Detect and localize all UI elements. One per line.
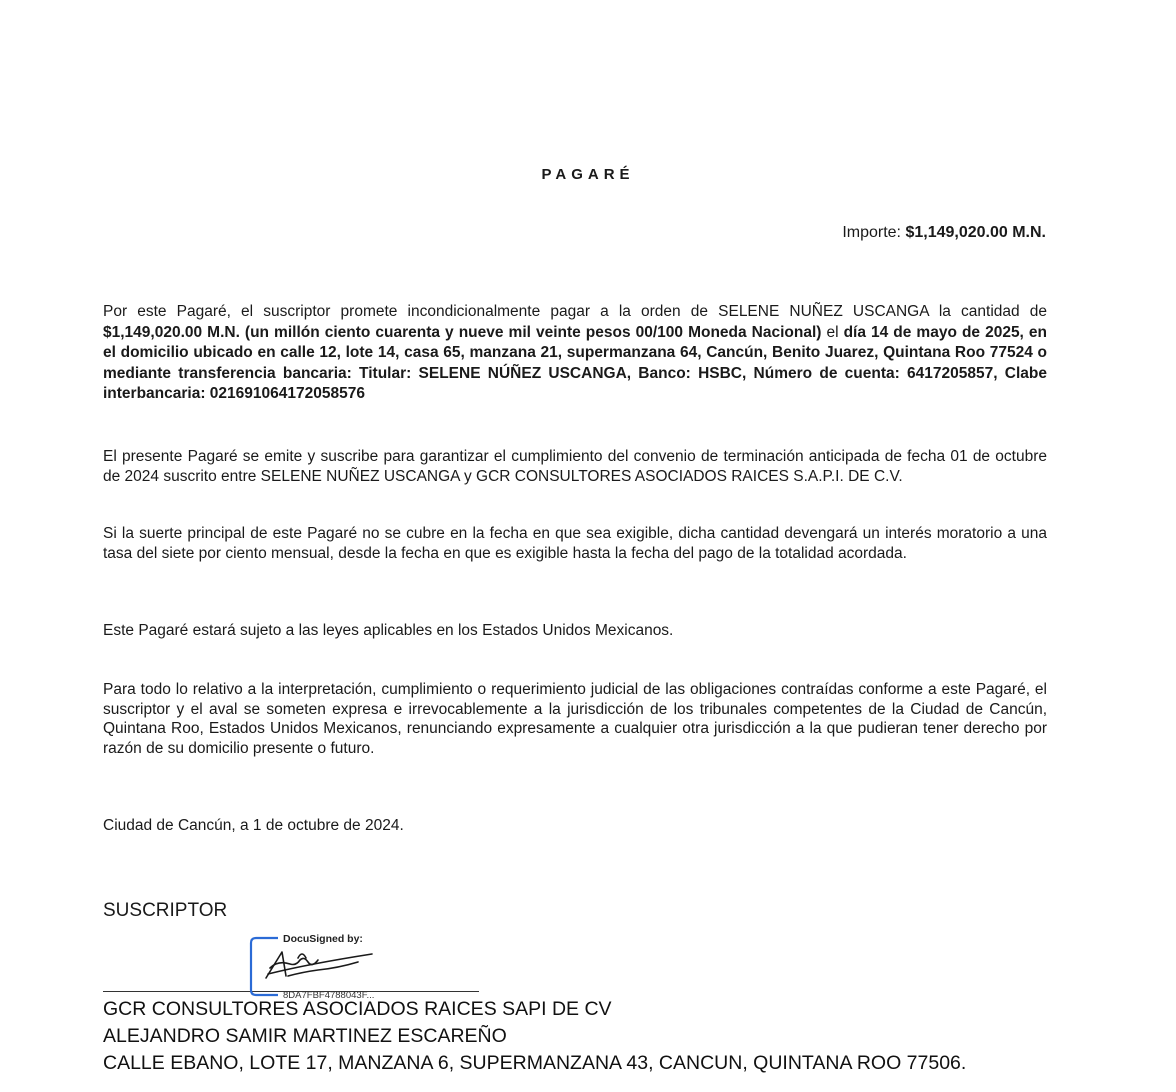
importe-label: Importe: [842,224,906,241]
paragraph1-payment-details: día 14 de mayo de 2025, en el domicilio ubicado en calle 12, lote 14, casa 65, manzana 21, supermanzana 64, Cancún, Benito Juarez, Quintana Roo 77524 o mediante transferencia bancaria: Titular: SELENE NÚÑEZ USCANGA, Banco: HSBC, Número de cuenta: 6417205857, Clabe interbancaria: 021691064172058576 [103,323,1047,402]
place-and-date: Ciudad de Cancún, a 1 de octubre de 2024. [103,817,404,834]
docusign-label: DocuSigned by: [283,933,363,945]
paragraph1-text-1: Por este Pagaré, el suscriptor promete incondicionalmente pagar a la orden de SELENE NUÑEZ USCANGA la cantidad de [103,303,1047,320]
importe-line [842,224,1046,242]
paragraph1-amount: $1,149,020.00 M.N. (un millón ciento cuarenta y nueve mil veinte pesos 00/100 Moneda Nacional) [103,323,822,341]
paragraph-payment-promise [103,302,1047,405]
paragraph-guarantee: El presente Pagaré se emite y suscribe para garantizar el cumplimiento del convenio de terminación anticipada de fecha 01 de octubre de 2024 suscrito entre SELENE NUÑEZ USCANGA y GCR CONSULTORES ASOCIADOS RAICES S.A.P.I. DE C.V. [103,448,1047,485]
signer-name: ALEJANDRO SAMIR MARTINEZ ESCAREÑO [103,1025,507,1047]
suscriptor-label: SUSCRIPTOR [103,900,228,921]
handwritten-signature-icon [266,952,372,978]
paragraph-interest: Si la suerte principal de este Pagaré no se cubre en la fecha en que sea exigible, dicha cantidad devengará un interés moratorio a una tasa del siete por ciento mensual, desde la fecha en que es exigible hasta la fecha del pago de la totalidad acordada. [103,525,1047,562]
paragraph-applicable-law: Este Pagaré estará sujeto a las leyes aplicables en los Estados Unidos Mexicanos. [103,622,674,639]
signer-company: GCR CONSULTORES ASOCIADOS RAICES SAPI DE CV [103,998,612,1020]
importe-value: $1,149,020.00 M.N. [905,224,1046,241]
signer-address: CALLE EBANO, LOTE 17, MANZANA 6, SUPERMANZANA 43, CANCUN, QUINTANA ROO 77506. [103,1052,967,1074]
paragraph-jurisdiction: Para todo lo relativo a la interpretación, cumplimiento o requerimiento judicial de las obligaciones contraídas conforme a este Pagaré, el suscriptor y el aval se someten expresa e irrevocablemente a la jurisdicción de los tribunales competentes de la Ciudad de Cancún, Quintana Roo, Estados Unidos Mexicanos, renunciando expresamente a cualquier otra jurisdicción a la que pudieran tener derecho por razón de su domicilio presente o futuro. [103,681,1047,757]
paragraph1-text-3: el [821,323,844,341]
docusign-envelope-id: 8DA7FBF4788043F... [283,990,375,1001]
document-title: PAGARÉ [541,166,635,183]
